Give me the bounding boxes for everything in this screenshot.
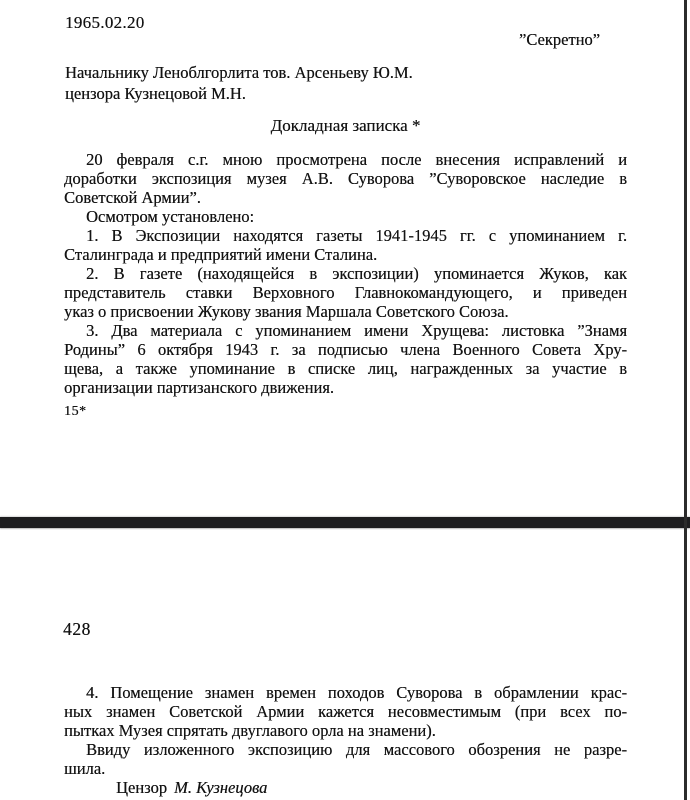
signature-label: Цензор (116, 778, 167, 797)
recipient-block (65, 62, 413, 104)
text-line: ных знамен Советской Армии кажется несовместимым (при всех по- (64, 702, 627, 721)
text-line: Советской Армии”. (64, 188, 201, 207)
text-line: Сталинграда и предприятий имени Сталина. (64, 245, 378, 264)
text-line: щева, а также упоминание в списке лиц, награжденных за участие в (64, 359, 627, 378)
recipient-line: Начальнику Леноблгорлита тов. Арсеньеву Ю.М. (65, 63, 413, 82)
document-date: 1965.02.20 (65, 13, 145, 32)
memo-body-continued (64, 683, 627, 797)
text-line: 1. В Экспозиции находятся газеты 1941-1945 гг. с упоминанием г. (86, 226, 627, 245)
scan-edge-line (684, 0, 687, 800)
signature-mark: 15* (64, 404, 87, 419)
text-line: доработки экспозиция музея А.В. Суворова ”Суворовское наследие в (64, 169, 627, 188)
page-break-bar (0, 517, 690, 528)
signature-line (64, 778, 627, 797)
memo-title: Докладная записка * (270, 116, 421, 135)
text-line: 20 февраля с.г. мною просмотрена после внесения исправлений и (86, 150, 627, 169)
text-line: пытках Музея спрятать двуглавого орла на знамени). (64, 721, 436, 740)
recipient-line: цензора Кузнецовой М.Н. (65, 84, 246, 103)
text-line: Осмотром установлено: (86, 207, 255, 226)
text-line: Родины” 6 октября 1943 г. за подписью члена Военного Совета Хру- (64, 340, 627, 359)
text-line: 2. В газете (находящейся в экспозиции) упоминается Жуков, как (86, 264, 627, 283)
text-line: указ о присвоении Жукову звания Маршала Советского Союза. (64, 302, 509, 321)
text-line: шила. (64, 759, 106, 778)
text-line: 4. Помещение знамен времен походов Суворова в обрамлении крас- (86, 683, 627, 702)
page-number: 428 (63, 619, 91, 639)
text-line: представитель ставки Верховного Главнокомандующего, и приведен (64, 283, 627, 302)
text-line: организации партизанского движения. (64, 378, 334, 397)
classification-stamp: ”Секретно” (518, 30, 600, 49)
text-line: Ввиду изложенного экспозицию для массового обозрения не разре- (86, 740, 627, 759)
signature-name: М. Кузнецова (174, 778, 268, 797)
text-line: 3. Два материала с упоминанием имени Хрущева: листовка ”Знамя (86, 321, 627, 340)
memo-body (64, 150, 627, 397)
